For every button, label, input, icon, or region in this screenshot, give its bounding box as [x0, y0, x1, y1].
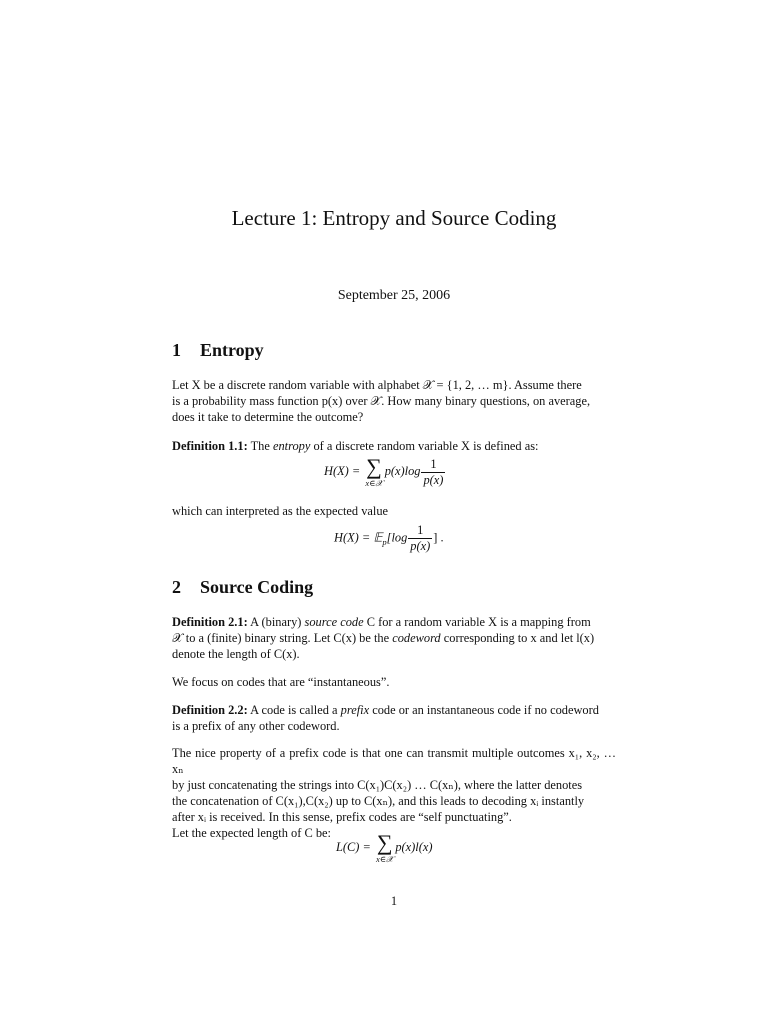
fraction-denominator: p(x) [423, 472, 444, 487]
text-span: 𝒳 to a (finite) binary string. Let C(x) be the [172, 631, 390, 645]
definition-label: Definition 2.1: [172, 615, 248, 629]
page-number: 1 [390, 894, 398, 908]
text-span: corresponding to x and let l(x) [443, 631, 595, 645]
definition-2-1 [172, 614, 616, 662]
entropy-equation [324, 456, 446, 488]
expected-value-equation [334, 523, 444, 554]
text-span: A code is called a [250, 703, 338, 717]
focus-line: We focus on codes that are “instantaneous”. [172, 675, 390, 689]
text-line: Let X be a discrete random variable with alphabet 𝒳 = {1, 2, … m}. Assume there [172, 378, 582, 392]
fraction-numerator: 1 [408, 523, 432, 539]
defined-term: source code [304, 615, 364, 629]
text-line: is a prefix of any other codeword. [172, 719, 340, 733]
fraction [421, 457, 445, 488]
text-span: code or an instantaneous code if no codeword [372, 703, 599, 717]
text-line: by just concatenating the strings into C(x₁)C(x₂) … C(xₙ), where the latter denotes [172, 778, 583, 792]
equation-body: p(x)l(x) [395, 839, 433, 854]
text-span: A (binary) [250, 615, 302, 629]
definition-label: Definition 2.2: [172, 703, 248, 717]
definition-label: Definition 1.1: [172, 439, 248, 453]
summation-subscript: x∈𝒳 [375, 854, 394, 864]
equation-body: p(x)log [384, 463, 421, 478]
fraction-denominator: p(x) [410, 539, 431, 553]
section-number: 1 [172, 340, 181, 360]
section-heading-source-coding [172, 577, 313, 598]
section-number: 2 [172, 577, 181, 597]
equation-lhs: H(X) = 𝔼 [334, 530, 383, 545]
prefix-property-paragraph [172, 745, 616, 841]
defined-term: entropy [272, 439, 311, 453]
equation-lhs: H(X) = [324, 463, 364, 478]
section-title: Entropy [200, 340, 264, 360]
interpretation-line: which can interpreted as the expected value [172, 504, 389, 518]
text-line [172, 614, 616, 630]
text-line: the concatenation of C(x₁),C(x₂) up to C(xₙ), and this leads to decoding xᵢ instantly [172, 794, 585, 808]
section-title: Source Coding [200, 577, 314, 597]
section-heading-entropy [172, 340, 264, 361]
text-line: after xᵢ is received. In this sense, prefix codes are “self punctuating”. [172, 810, 512, 824]
entropy-intro-paragraph [172, 377, 616, 425]
definition-2-2 [172, 702, 616, 734]
page-title: Lecture 1: Entropy and Source Coding [231, 206, 557, 230]
text-line [172, 630, 616, 646]
summation-symbol: ∑ x∈𝒳 [365, 454, 383, 488]
equation-lhs: L(C) = [336, 839, 374, 854]
text-line: denote the length of C(x). [172, 647, 300, 661]
text-span: The [250, 439, 270, 453]
fraction [408, 523, 432, 554]
equation-close: ] . [433, 530, 444, 545]
fraction-numerator: 1 [421, 457, 445, 473]
text-line: does it take to determine the outcome? [172, 410, 364, 424]
date-line: September 25, 2006 [337, 288, 451, 303]
summation-symbol: ∑ x∈𝒳 [375, 830, 394, 864]
expected-length-equation [336, 832, 433, 864]
text-span: of a discrete random variable X is defined as: [313, 439, 539, 453]
text-line: The nice property of a prefix code is that one can transmit multiple outcomes x₁, x₂, … xₙ [172, 746, 616, 776]
expectation-subscript: p [382, 536, 387, 547]
text-line: Let the expected length of C be: [172, 826, 331, 840]
definition-1-1 [172, 438, 616, 454]
defined-term: prefix [340, 703, 370, 717]
text-line [172, 702, 616, 718]
text-line: is a probability mass function p(x) over 𝒳. How many binary questions, on average, [172, 394, 591, 408]
equation-open: [log [386, 530, 408, 545]
defined-term: codeword [392, 631, 441, 645]
summation-subscript: x∈𝒳 [365, 478, 383, 488]
text-span: C for a random variable X is a mapping from [366, 615, 591, 629]
